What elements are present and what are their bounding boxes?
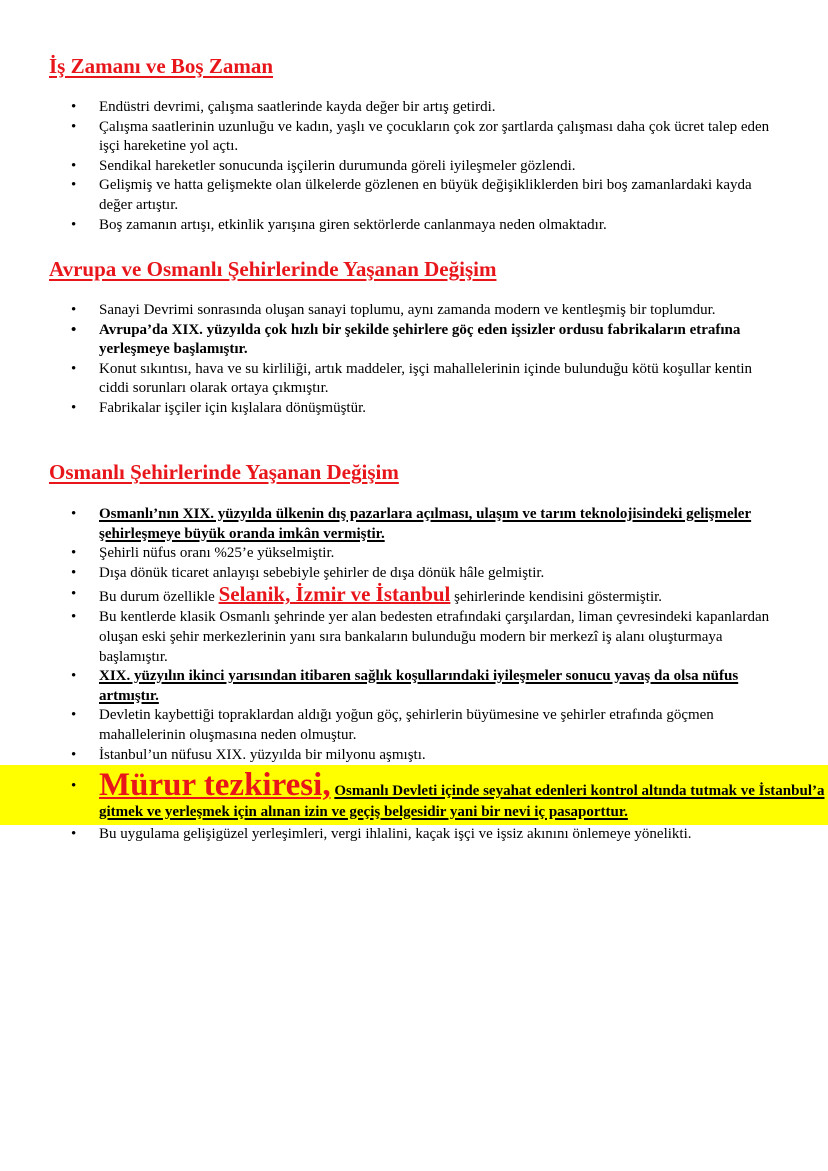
list-item: [49, 583, 779, 608]
list-item: • Bu uygulama gelişigüzel yerleşimleri, vergi ihlalini, kaçak işçi ve işsiz akınını önlemeye yönelikti.: [49, 825, 779, 845]
list-item: • Endüstri devrimi, çalışma saatlerinde kayda değer bir artış getirdi.: [49, 98, 779, 118]
city-names-highlight: Selanik, İzmir ve İstanbul: [218, 582, 451, 607]
section-is-zamani: [49, 53, 779, 235]
section-osmanli-sehirleri: [49, 459, 825, 844]
item-text: Osmanlı’nın XIX. yüzyılda ülkenin dış pazarlara açılması, ulaşım ve tarım teknolojisindeki gelişmeler şehirleşmeye büyük oranda imkân vermiştir.: [99, 506, 752, 542]
list-item: • Boş zamanın artışı, etkinlik yarışına giren sektörlerde canlanmaya neden olmaktadır.: [49, 216, 779, 236]
list-item: [49, 505, 779, 544]
list-item: • Avrupa’da XIX. yüzyılda çok hızlı bir şekilde şehirlere göç eden işsizler ordusu fabrikaların etrafına yerleşmeye başlamıştır.: [49, 321, 779, 360]
list-item: • Fabrikalar işçiler için kışlalara dönüşmüştür.: [49, 399, 779, 419]
list-item: • İstanbul’un nüfusu XIX. yüzyılda bir milyonu aşmıştı.: [49, 746, 779, 766]
list-item: • Konut sıkıntısı, hava ve su kirliliği, artık maddeler, işçi mahallelerinin içinde bulunduğu kötü koşullar kentin ciddi sorunları olarak ortaya çıkmıştır.: [49, 360, 779, 399]
list-item: • Sendikal hareketler sonucunda işçilerin durumunda göreli iyileşmeler gözlendi.: [49, 157, 779, 177]
bullet-list-osmanli-sehirleri: [49, 505, 825, 844]
list-item: [49, 667, 779, 706]
section-heading-osmanli-sehirleri: Osmanlı Şehirlerinde Yaşanan Değişim: [49, 460, 399, 484]
murur-tezkiresi-title: Mürur tezkiresi,: [99, 767, 331, 804]
list-item: • Dışa dönük ticaret anlayışı sebebiyle şehirler de dışa dönük hâle gelmiştir.: [49, 564, 779, 584]
list-item: • Sanayi Devrimi sonrasında oluşan sanayi toplumu, aynı zamanda modern ve kentleşmiş bir toplumdur.: [49, 301, 779, 321]
highlighted-list-item-murur-tezkiresi: [0, 765, 828, 825]
item-text-post: şehirlerinde kendisini göstermiştir.: [450, 589, 663, 606]
list-item: • Gelişmiş ve hatta gelişmekte olan ülkelerde gözlenen en büyük değişikliklerden biri boş zamanlardaki kayda değer artıştır.: [49, 176, 779, 215]
item-text: XIX. yüzyılın ikinci yarısından itibaren sağlık koşullarındaki iyileşmeler sonucu yavaş da olsa nüfus artmıştır.: [99, 668, 739, 704]
murur-tezkiresi-text: Osmanlı Devleti içinde seyahat edenleri kontrol altında tutmak ve İstanbul’a gitmek ve yerleşmek için alınan izin ve geçiş belgesidir yani bir nevi iç pasaporttur.: [99, 783, 825, 821]
section-heading-is-zamani: İş Zamanı ve Boş Zaman: [49, 54, 274, 78]
list-item: • Çalışma saatlerinin uzunluğu ve kadın, yaşlı ve çocukların çok zor şartlarda çalışması daha çok ücret talep eden işçi hareketine yol açtı.: [49, 118, 779, 157]
section-avrupa-osmanli: [49, 256, 779, 419]
section-heading-avrupa-osmanli: Avrupa ve Osmanlı Şehirlerinde Yaşanan Değişim: [49, 257, 497, 281]
list-item: • Devletin kaybettiği topraklardan aldığı yoğun göç, şehirlerin büyümesine ve şehirler etrafında göçmen mahallelerinin oluşmasına neden olmuştur.: [49, 706, 779, 745]
bullet-list-is-zamani: [49, 98, 779, 235]
bullet-list-avrupa-osmanli: [49, 301, 779, 419]
item-text-pre: Bu durum özellikle: [99, 589, 219, 606]
list-item: • Bu kentlerde klasik Osmanlı şehrinde yer alan bedesten etrafındaki çarşılardan, liman çevresindeki kapanlardan oluşan eski şehir merkezlerinin yanı sıra bankaların bulunduğu modern bir merkezî iş alanı oluşturmaya başlamıştır.: [49, 608, 779, 667]
list-item: • Şehirli nüfus oranı %25’e yükselmiştir.: [49, 544, 779, 564]
